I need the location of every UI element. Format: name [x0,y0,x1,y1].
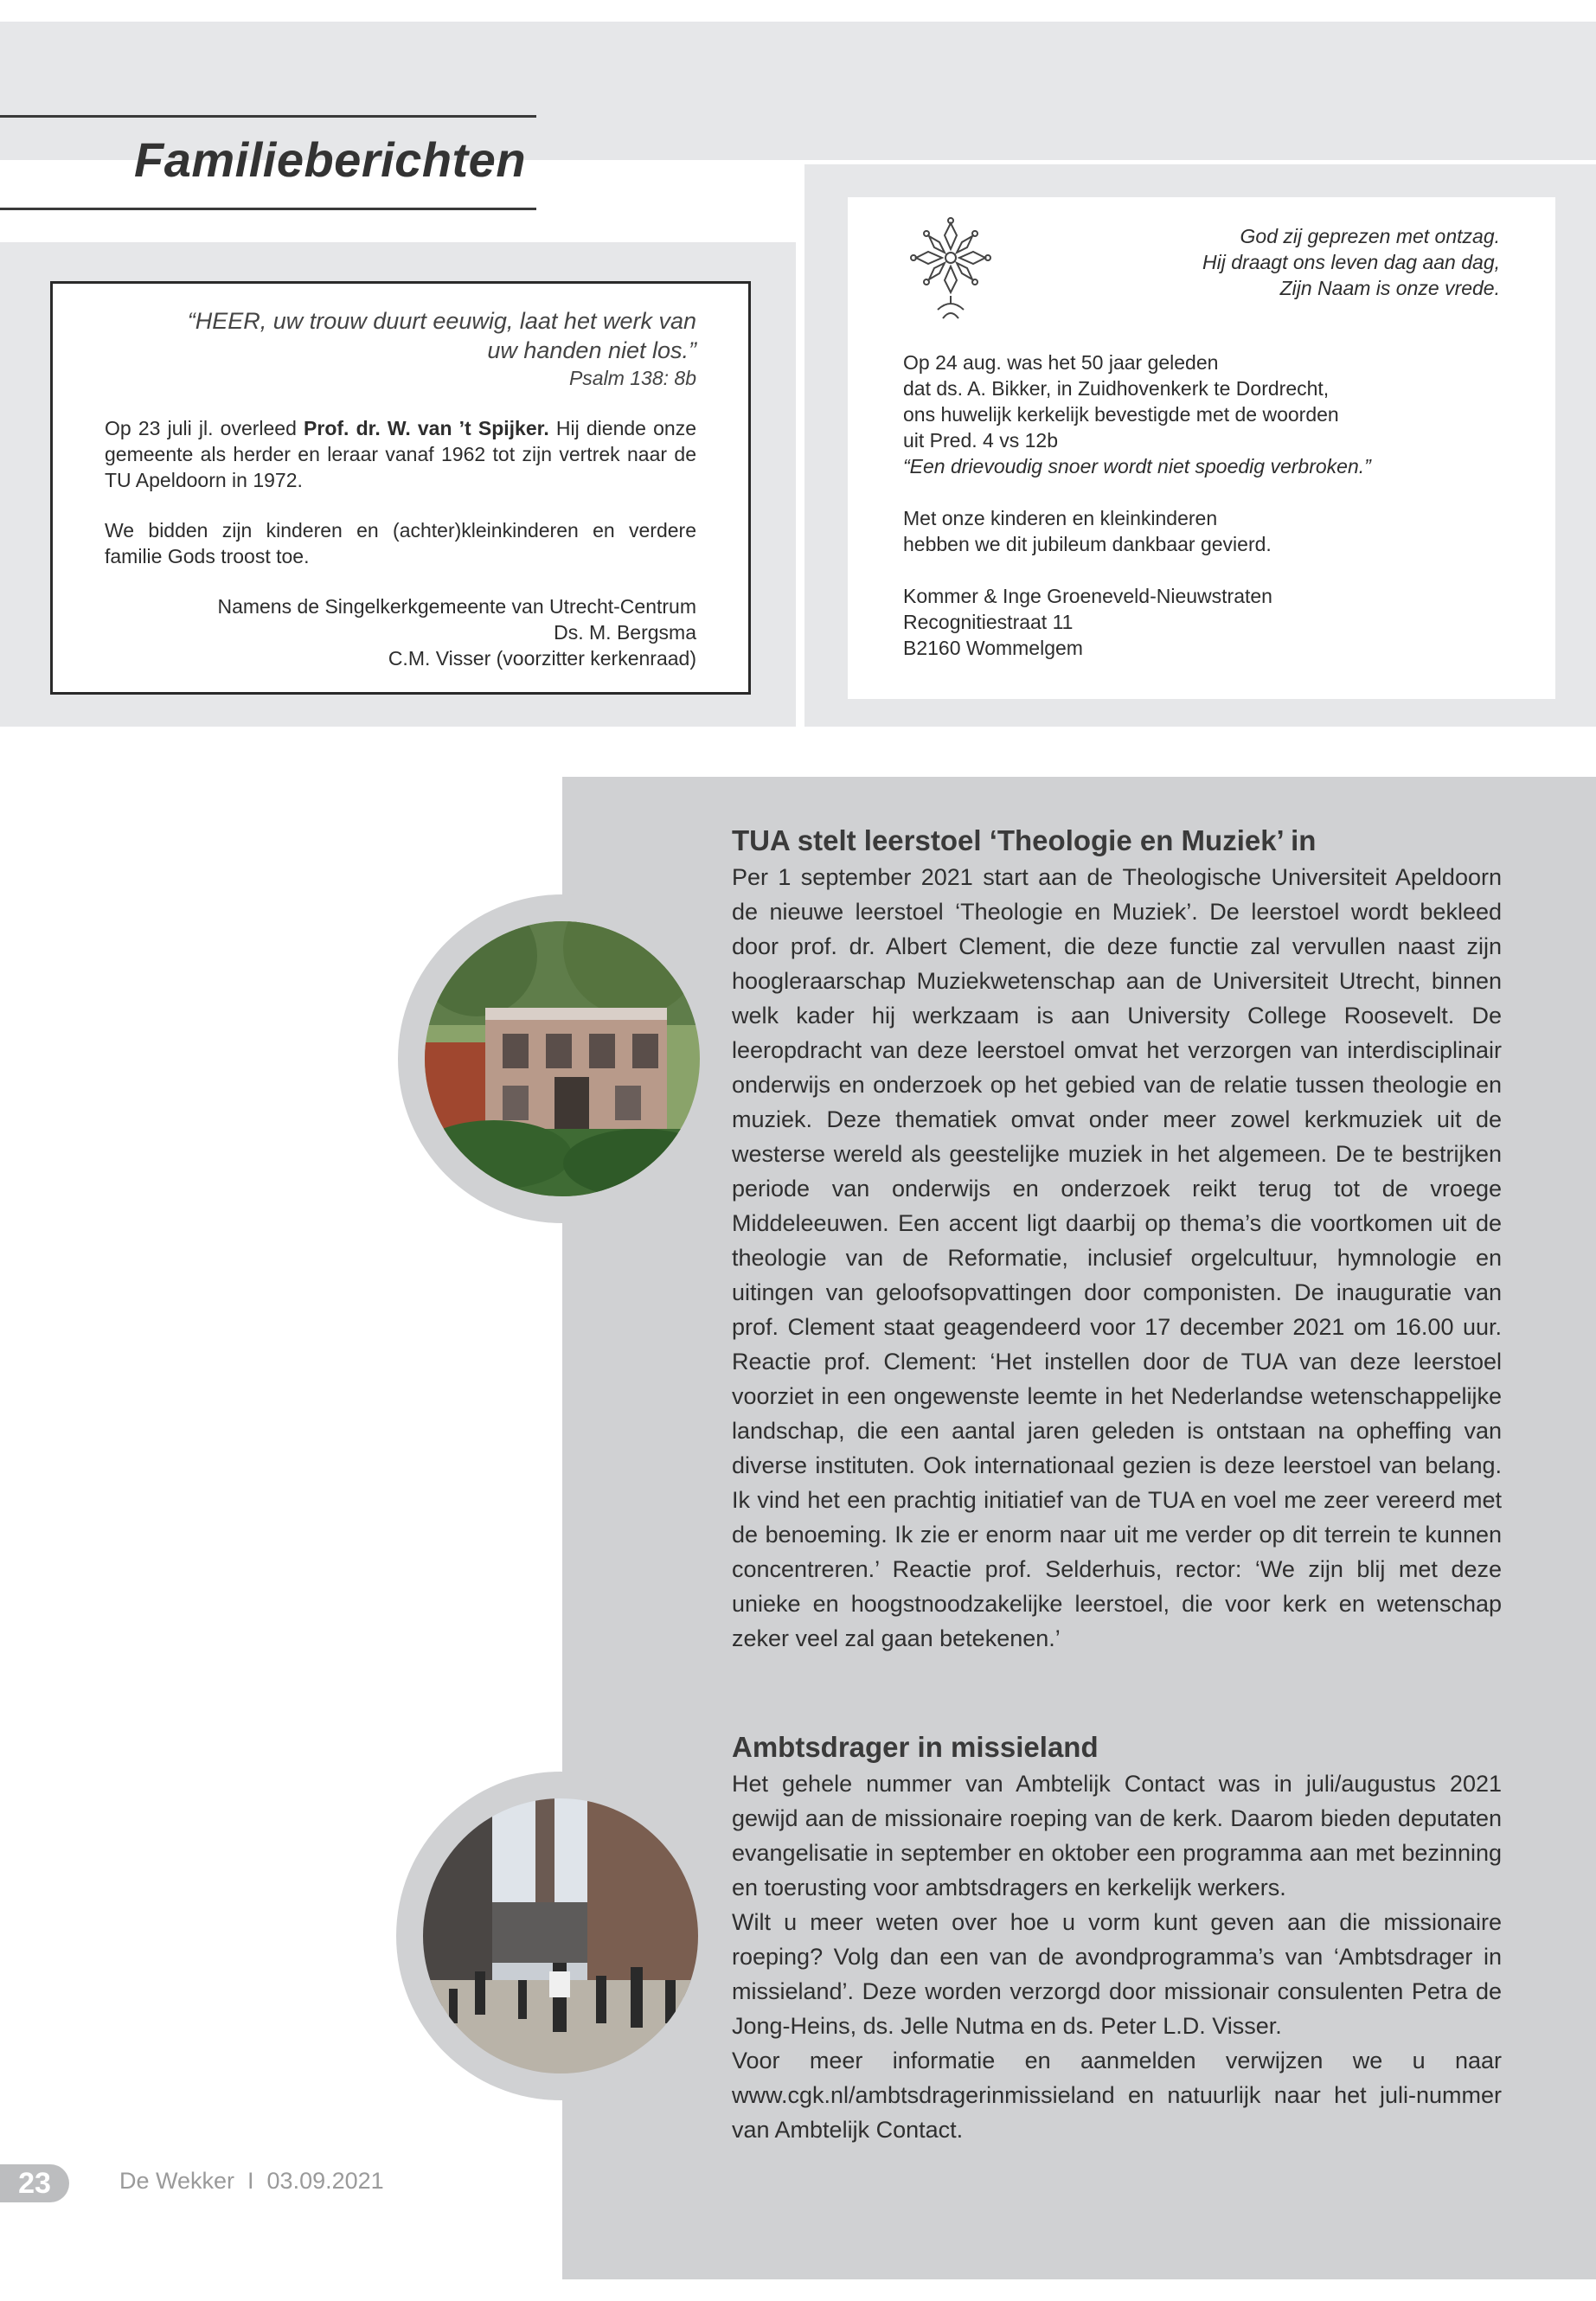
hymn-verse [1202,223,1500,301]
obituary-box [50,281,751,695]
jubilee-box [848,197,1555,699]
obituary-paragraph: We bidden zijn kinderen en (achter)kleinkinderen en verdere familie Gods troost toe. [105,519,696,567]
jubilee-line: ons huwelijk kerkelijk bevestigde met de woorden [903,403,1339,426]
signature-line: C.M. Visser (voorzitter kerkenraad) [388,647,696,670]
article-paragraph: Voor meer informatie en aanmelden verwijzen we u naar www.cgk.nl/ambtsdragerinmissieland en natuurlijk naar het juli-nummer van Ambtelijk Contact. [732,2048,1502,2143]
jubilee-address-city: B2160 Wommelgem [903,637,1083,659]
obituary-text: Op 23 juli jl. overleed [105,417,304,439]
obituary-reference: Psalm 138: 8b [568,367,696,389]
obituary-quote-line: “HEER, uw trouw duurt eeuwig, laat het werk van [187,308,696,334]
article-paragraph: Het gehele nummer van Ambtelijk Contact was in juli/augustus 2021 gewijd aan de missionaire roeping van de kerk. Daarom bieden deputaten evangelisatie in september en oktober een programma aan met bezinning en toerusting voor ambtsdragers en kerkelijk werkers. [732,1771,1502,1900]
article-paragraph: Wilt u meer weten over hoe u vorm kunt geven aan die missionaire roeping? Volg dan een van de avondprogramma’s van ‘Ambtsdrager in missieland’. Deze worden verzorgd door missionair consulenten Petra de Jong-Heins, ds. Jelle Nutma en ds. Peter L.D. Visser. [732,1909,1502,2039]
jubilee-address-street: Recognitiestraat 11 [903,611,1074,633]
jubilee-line: dat ds. A. Bikker, in Zuidhovenkerk te Dordrecht, [903,377,1330,400]
obituary-signature [105,593,696,671]
jubilee-sender-name: Kommer & Inge Groeneveld-Nieuwstraten [903,585,1272,607]
article-ministers-mission [732,1728,1502,2147]
jubilee-line: uit Pred. 4 vs 12b [903,429,1058,452]
title-rule-bottom [0,208,536,210]
huguenot-cross-icon [903,215,998,327]
jubilee-line: hebben we dit jubileum dankbaar gevierd. [903,533,1272,555]
jubilee-line: Met onze kinderen en kleinkinderen [903,507,1218,529]
signature-line: Namens de Singelkerkgemeente van Utrecht-Centrum [217,595,696,618]
jubilee-line: Op 24 aug. was het 50 jaar geleden [903,351,1219,374]
obituary-paragraph [105,415,696,493]
street-crowd-photo [423,1798,698,2073]
hymn-line: Hij draagt ons leven dag aan dag, [1202,251,1500,273]
obituary-quote-line: uw handen niet los.” [487,337,696,363]
obituary-quote [105,306,696,365]
article-body: Per 1 september 2021 start aan de Theologische Universiteit Apeldoorn de nieuwe leerstoel ‘Theologie en Muziek’. De leerstoel wordt bekleed door prof. dr. Albert Clement, die deze functie zal vervullen naast zijn hoogleraarschap Muziekwetenschap aan de Universiteit Utrecht, binnen welk kader hij werkzaam is aan University College Roosevelt. De leeropdracht van deze leerstoel omvat het verzorgen van interdisciplinair onderwijs en onderzoek op het gebied van de relatie tussen theologie en muziek. Deze thematiek omvat onder meer zowel kerkmuziek uit de westerse wereld als geestelijke muziek in het algemeen. De te bestrijken periode van onderwijs en onderzoek reikt terug tot de vroege Middeleeuwen. Een accent ligt daarbij op thema’s die voortkomen uit de theologie van de Reformatie, inclusief orgelcultuur, hymnologie en uitingen van geloofsopvattingen door componisten. De inauguratie van prof. Clement staat geagendeerd voor 17 december 2021 om 16.00 uur. Reactie prof. Clement: ‘Het instellen door de TUA van deze leerstoel voorziet in een ongewenste leemte in het Nederlandse wetenschappelijke landschap, die een aantal jaren geleden is ontstaan na opheffing van diverse instituten. Ook internationaal gezien is deze leerstoel van belang. Ik vind het een prachtig initiatief van de TUA en voel me zeer vereerd met de benoeming. Ik zie er enorm naar uit me verder op dit terrein te kunnen concentreren.’ Reactie prof. Selderhuis, rector: ‘We zijn blij met deze unieke en hoogstnoodzakelijke leerstoel, die voor kerk en wetenschap zeker veel zal gaan betekenen.’ [732,864,1502,1651]
article-theology-music [732,822,1502,1656]
article-title: Ambtsdrager in missieland [732,1731,1099,1763]
signature-line: Ds. M. Bergsma [554,621,696,644]
title-rule-top [0,115,536,118]
hymn-line: Zijn Naam is onze vrede. [1279,277,1500,299]
page-number: 23 [0,2164,69,2202]
obituary-deceased-name: Prof. dr. W. van ’t Spijker. [304,417,549,439]
university-building-photo [425,921,700,1196]
hymn-line: God zij geprezen met ontzag. [1240,225,1500,247]
publication-info: De Wekker I 03.09.2021 [119,2168,384,2194]
jubilee-text-quote: “Een drievoudig snoer wordt niet spoedig verbroken.” [903,455,1371,478]
article-title: TUA stelt leerstoel ‘Theologie en Muziek’ in [732,824,1317,856]
obituary-text: Hij diende onze gemeente als herder en leraar vanaf 1962 tot zijn vertrek naar de TU Apeldoorn in 1972. [105,417,696,491]
jubilee-text [903,349,1500,661]
page-title: Familieberichten [134,132,527,187]
